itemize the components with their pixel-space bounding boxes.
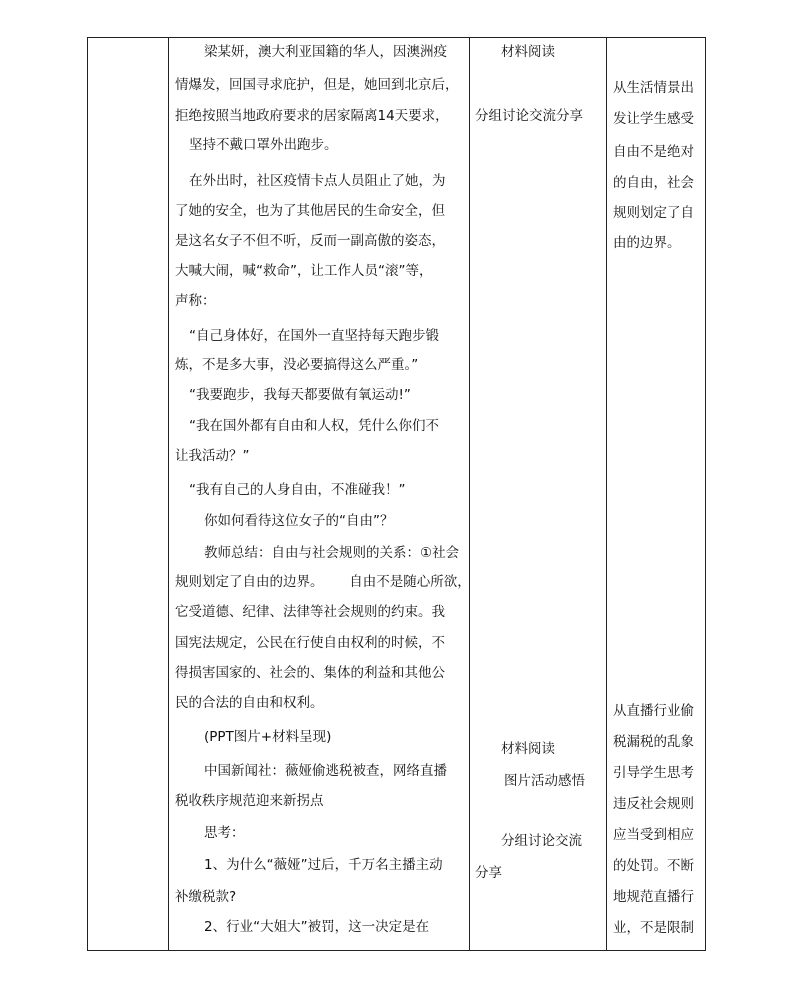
intent-line: 由的边界。 xyxy=(613,235,681,251)
intent-line: 规则划定了自 xyxy=(613,205,694,221)
content-line: 你如何看待这位女子的“自由”？ xyxy=(204,513,394,529)
intent-line: 业，不是限制 xyxy=(613,920,694,936)
activity-item: 材料阅读 xyxy=(501,741,555,757)
intent-line: 违反社会规则 xyxy=(613,796,694,812)
activity-item: 图片活动感悟 xyxy=(504,773,585,789)
column-divider xyxy=(469,38,470,950)
activity-item: 材料阅读 xyxy=(501,44,555,60)
content-line: 炼，不是多大事，没必要搞得这么严重。” xyxy=(175,357,419,373)
content-line: 中国新闻社：薇娅偷逃税被查，网络直播 xyxy=(204,763,447,779)
intent-line: 税漏税的乱象 xyxy=(613,734,694,750)
content-line: 在外出时，社区疫情卡点人员阻止了她，为 xyxy=(189,173,446,189)
content-line: 教师总结：自由与社会规则的关系：①社会 xyxy=(204,545,460,561)
intent-line: 引导学生思考 xyxy=(613,765,694,781)
column-divider xyxy=(168,38,169,950)
content-line: 声称： xyxy=(175,293,216,309)
content-line: 国宪法规定，公民在行使自由权利的时候，不 xyxy=(175,635,445,651)
activity-item: 分享 xyxy=(475,865,502,881)
content-line: 思考： xyxy=(204,825,245,841)
content-line: 梁某妍，澳大利亚国籍的华人，因澳洲疫 xyxy=(204,44,447,60)
content-line: 情爆发，回国寻求庇护，但是，她回到北京后， xyxy=(175,77,459,93)
content-line: “我要跑步，我每天都要做有氧运动!” xyxy=(189,387,411,403)
content-line: 得损害国家的、社会的、集体的利益和其他公 xyxy=(175,665,445,681)
content-line: “我在国外都有自由和人权，凭什么你们不 xyxy=(189,418,439,434)
activity-item: 分组讨论交流分享 xyxy=(475,108,583,124)
content-line: (PPT图片+材料呈现) xyxy=(204,729,332,745)
content-line: 大喊大闹，喊“救命”，让工作人员“滚”等， xyxy=(175,263,433,279)
content-line: 拒绝按照当地政府要求的居家隔离14天要求， xyxy=(175,108,449,124)
intent-line: 发让学生感受 xyxy=(613,111,694,127)
content-line: 让我活动？” xyxy=(175,448,250,464)
content-line: “自己身体好，在国外一直坚持每天跑步锻 xyxy=(189,328,439,344)
intent-line: 的处罚。不断 xyxy=(613,858,694,874)
content-line: 2、行业“大姐大”被罚，这一决定是在 xyxy=(204,919,430,935)
intent-line: 从直播行业偷 xyxy=(613,703,694,719)
content-line: “我有自己的人身自由，不准碰我！” xyxy=(189,482,406,498)
content-line: 1、为什么“薇娅”过后，千万名主播主动 xyxy=(204,857,443,873)
content-line: 坚持不戴口罩外出跑步。 xyxy=(189,137,338,153)
activity-item: 分组讨论交流 xyxy=(501,833,582,849)
intent-line: 自由不是绝对 xyxy=(613,144,694,160)
intent-line: 的自由，社会 xyxy=(613,175,694,191)
intent-line: 地规范直播行 xyxy=(613,889,694,905)
content-line: 税收秩序规范迎来新拐点 xyxy=(175,793,324,809)
intent-line: 应当受到相应 xyxy=(613,827,694,843)
content-line: 民的合法的自由和权利。 xyxy=(175,695,324,711)
content-line: 了她的安全，也为了其他居民的生命安全，但 xyxy=(175,203,445,219)
content-line: 它受道德、纪律、法律等社会规则的约束。我 xyxy=(175,604,445,620)
intent-line: 从生活情景出 xyxy=(613,80,694,96)
content-line: 是这名女子不但不听，反而一副高傲的姿态， xyxy=(175,233,445,249)
content-line: 补缴税款? xyxy=(175,889,237,905)
content-line: 规则划定了自由的边界。 自由不是随心所欲， xyxy=(175,574,471,590)
column-divider xyxy=(606,38,607,950)
